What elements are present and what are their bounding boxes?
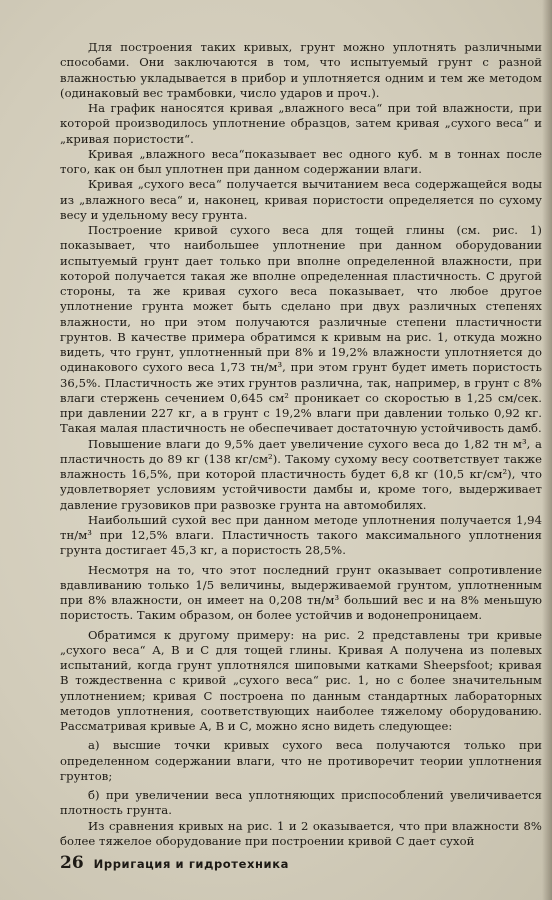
page-number: 26 xyxy=(60,853,84,873)
page-footer xyxy=(60,853,289,873)
paragraph: На график наносятся кривая „влажного веса“ при той влажности, при которой производилось уплотнение образцов, затем кривая „сухого веса“ и „кривая пористости“. xyxy=(60,101,542,146)
paragraph: Из сравнения кривых на рис. 1 и 2 оказывается, что при влажности 8% более тяжелое оборудование при построении кривой С дает сухой xyxy=(60,818,542,848)
paragraph: Повышение влаги до 9,5% дает увеличение сухого веса до 1,82 тн м³, а пластичность до 89 кг (138 кг/см²). Такому сухому весу соответствует также влажность 16,5%, при которой пластичность будет 6,8 кг (10,5 кг/см²), что удовлетворяет условиям устойчивости дамбы и, кроме того, выдерживает давление грузовиков при развозке грунта на автомобилях. xyxy=(60,436,542,512)
page-binding-shadow xyxy=(542,0,552,900)
article-body xyxy=(60,40,542,849)
paragraph: Наибольший сухой вес при данном методе уплотнения получается 1,94 тн/м³ при 12,5% влаги. Пластичность такого максимального уплотнения грунта достигает 45,3 кг, а пористость 28,5%. xyxy=(60,512,542,558)
paragraph: Обратимся к другому примеру: на рис. 2 представлены три кривые „сухого веса“ А, В и С для тощей глины. Кривая А получена из полевых испытаний, когда грунт уплотнялся шиповыми катками Sheepsfoot; кривая В тождественна с кривой „сухого веса“ рис. 1, но с более значительным уплотнением; кривая С построена по данным стандартных лабораторных методов уплотнения, соответствующих наиболее тяжелому оборудованию. Рассматривая кривые А, В и С, можно ясно видеть следующее: xyxy=(60,627,542,733)
paragraph: Кривая „сухого веса“ получается вычитанием веса содержащейся воды из „влажного веса“ и, наконец, кривая пористости определяется по сухому весу и удельному весу грунта. xyxy=(60,177,542,222)
paragraph: Несмотря на то, что этот последний грунт оказывает сопротивление вдавливанию только 1/5 величины, выдерживаемой грунтом, уплотненным при 8% влажности, он имеет на 0,208 тн/м³ больший вес и на 8% меньшую пористость. Таким образом, он более устойчив и водонепроницаем. xyxy=(60,562,542,623)
paragraph: Для построения таких кривых, грунт можно уплотнять различными способами. Они заключаются в том, что испытуемый грунт с разной влажностью укладывается в прибор и уплотняется одним и тем же методом (одинаковый вес трамбовки, число ударов и проч.). xyxy=(60,40,542,100)
list-item-b: б) при увеличении веса уплотняющих приспособлений увеличивается плотность грунта. xyxy=(60,788,542,818)
journal-title: Ирригация и гидротехника xyxy=(93,857,289,871)
list-item-a: а) высшие точки кривых сухого веса получаются только при определенном содержании влаги, что не противоречит теории уплотнения грунтов; xyxy=(60,738,542,783)
paragraph: Построение кривой сухого веса для тощей глины (см. рис. 1) показывает, что наибольшее уплотнение при данном оборудовании испытуемый грунт дает только при вполне определенной влажности, при которой получается такая же вполне определенная пластичность. С другой стороны, та же кривая сухого веса показывает, что любое другое уплотнение грунта может быть сделано при двух различных степенях влажности, но при этом получаются различные степени пластичности грунтов. В качестве примера обратимся к кривым на рис. 1, откуда можно видеть, что грунт, уплотненный при 8% и 19,2% влажности уплотняется до одинакового сухого веса 1,73 тн/м³, при этом грунт будет иметь пористость 36,5%. Пластичность же этих грунтов различна, так, например, в грунт с 8% влаги стержень сечением 0,645 см² проникает со скоростью в 1,25 см/сек. при давлении 227 кг, а в грунт с 19,2% влаги при давлении только 0,92 кг. Такая малая пластичность не обеспечивает достаточную устойчивость дамб. xyxy=(60,223,542,436)
paragraph: Кривая „влажного веса“показывает вес одного куб. м в тоннах после того, как он был уплотнен при данном содержании влаги. xyxy=(60,146,542,176)
